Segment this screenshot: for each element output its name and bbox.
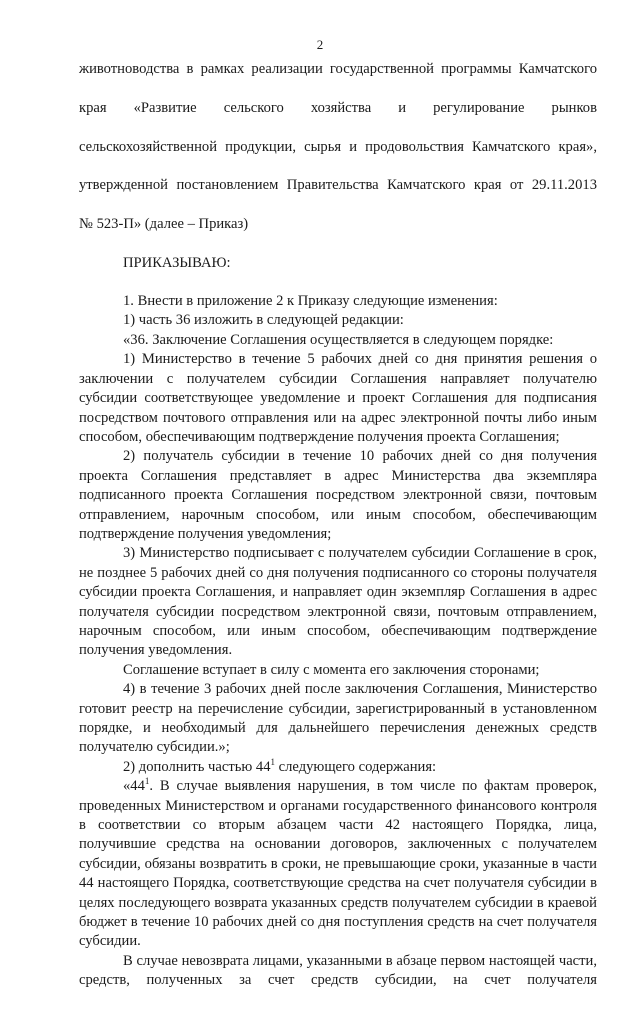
intro-line: края «Развитие сельского хозяйства и регулирование рынков <box>79 99 597 116</box>
clause-number: «44 <box>123 778 145 795</box>
clause-body: . В случае выявления нарушения, в том числе по фактам проверок, проведенных Министерством и органами государственного финансового контроля в соответствии со вторым абзацем части 42 настоящего Порядка, лица, получившие средства на основании договоров, заключенных с получателем субсидии, обязаны возвратить в сроки, не превышающие сроки, указанные в части 44 настоящего Порядка, соответствующие средства на счет получателя субсидии в целях последующего возврата указанных средств получателем субсидии в краевой бюджет в течение 10 рабочих дней со дня поступления средств на счет получателя субсидии. <box>79 778 597 950</box>
subitem-text-start: 2) дополнить частью 44 <box>123 758 271 775</box>
agreement-effect-paragraph: Соглашение вступает в силу с момента его заключения сторонами; <box>123 661 540 678</box>
superscript: 1 <box>270 756 275 767</box>
clause-36-point-2: 2) получатель субсидии в течение 10 рабочих дней со дня получения проекта Соглашения представляет в адрес Министерства два экземпляра подписанного проекта Соглашения посредством электронной связи, почтовым отправлением, нарочным способом, или иным способом, обеспечивающим подтверждение получения уведомления; <box>79 448 597 542</box>
intro-line: сельскохозяйственной продукции, сырья и продовольствия Камчатского края», <box>79 138 597 155</box>
clause-44-1-text <box>79 777 597 952</box>
subitem-text-end: следующего содержания: <box>275 758 437 775</box>
clause-36-point-1: 1) Министерство в течение 5 рабочих дней со дня принятия решения о заключении с получателем субсидии Соглашения направляет получателю субсидии соответствующее уведомление и проект Соглашения для подписания посредством почтового отправления или на адрес электронной почты либо иным способом, обеспечивающим подтверждение получения проекта Соглашения; <box>79 351 597 445</box>
clause-36-point-3: 3) Министерство подписывает с получателем субсидии Соглашение в срок, не позднее 5 рабочих дней со дня получения подписанного со стороны получателя субсидии проекта Соглашения, и направляет один экземпляр Соглашения в адрес получателя субсидии посредством электронной связи, почтовым отправлением, нарочным способом, или иным способом, обеспечивающим подтверждение получения уведомления. <box>79 545 597 659</box>
intro-line: утвержденной постановлением Правительства Камчатского края от 29.11.2013 <box>79 177 597 194</box>
intro-line: животноводства в рамках реализации государственной программы Камчатского <box>79 61 597 77</box>
document-body <box>79 60 597 1010</box>
subitem-part-44-1 <box>79 758 597 777</box>
clause-36-heading: «36. Заключение Соглашения осуществляется в следующем порядке: <box>123 331 554 348</box>
order-word: ПРИКАЗЫВАЮ: <box>123 254 231 271</box>
page-number: 2 <box>316 37 324 52</box>
item-1: 1. Внести в приложение 2 к Приказу следующие изменения: <box>123 293 498 310</box>
superscript: 1 <box>144 776 150 787</box>
subitem-part-36: 1) часть 36 изложить в следующей редакции: <box>123 312 404 329</box>
non-return-paragraph: В случае невозврата лицами, указанными в абзаце первом настоящей части, средств, полученных за счет средств субсидии, на счет получателя <box>79 952 597 989</box>
clause-36-point-4: 4) в течение 3 рабочих дней после заключения Соглашения, Министерство готовит реестр на перечисление субсидии, зарегистрированный в установленном порядке, и необходимый для дальнейшего перечисления денежных средств получателю субсидии.»; <box>79 681 597 756</box>
intro-paragraph <box>79 60 597 235</box>
intro-line: № 523-П» (далее – Приказ) <box>79 216 249 233</box>
